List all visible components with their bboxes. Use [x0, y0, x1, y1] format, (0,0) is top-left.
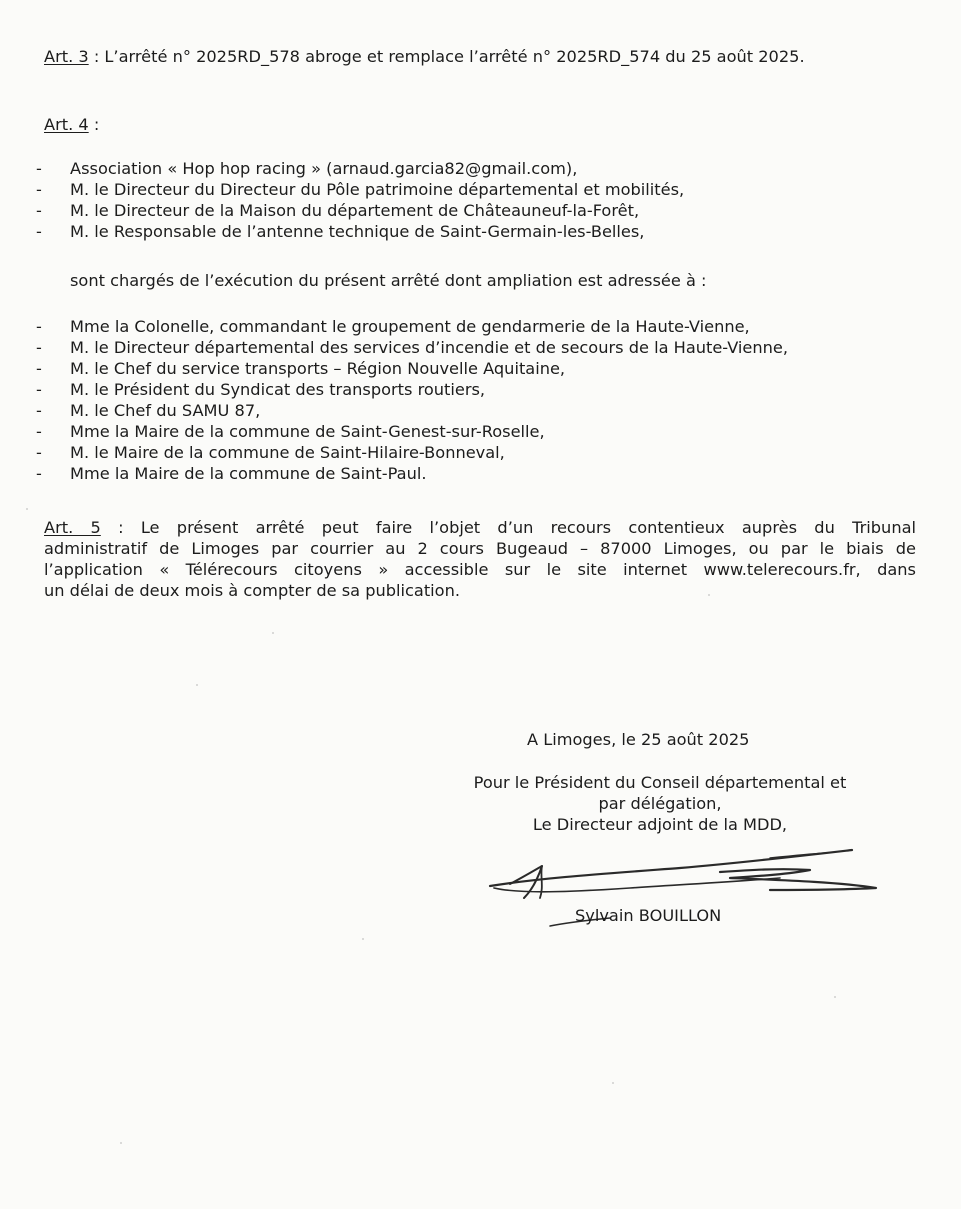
list-dash: - — [36, 338, 42, 357]
executor-item-text: M. le Directeur du Directeur du Pôle patrimoine départemental et mobilités, — [70, 180, 685, 199]
article-3-text: : L’arrêté n° 2025RD_578 abroge et remplace l’arrêté n° 2025RD_574 du 25 août 2025. — [88, 47, 805, 66]
list-dash: - — [36, 159, 42, 178]
ampliation-intro: sont chargés de l’exécution du présent arrêté dont ampliation est adressée à : — [70, 271, 707, 290]
recipient-item-text: Mme la Colonelle, commandant le groupement de gendarmerie de la Haute-Vienne, — [70, 317, 750, 336]
recipient-item-text: Mme la Maire de la commune de Saint-Paul. — [70, 464, 427, 483]
recipient-item-text: M. le Maire de la commune de Saint-Hilaire-Bonneval, — [70, 443, 505, 462]
list-dash: - — [36, 222, 42, 241]
list-dash: - — [36, 422, 42, 441]
scan-speck — [708, 594, 710, 596]
article-3-label: Art. 3 — [44, 47, 89, 66]
article-5-label: Art. 5 — [44, 518, 101, 537]
article-3 — [44, 46, 805, 67]
article-5-line-2: administratif de Limoges par courrier au 2 cours Bugeaud – 87000 Limoges, ou par le biais de — [44, 539, 916, 558]
article-5-line-4: un délai de deux mois à compter de sa publication. — [44, 581, 460, 600]
scan-speck — [834, 996, 836, 998]
place-date: A Limoges, le 25 août 2025 — [527, 730, 750, 749]
scan-speck — [120, 1142, 122, 1144]
list-dash: - — [36, 359, 42, 378]
recipient-item-text: M. le Directeur départemental des services d’incendie et de secours de la Haute-Vienne, — [70, 338, 788, 357]
scan-speck — [196, 684, 198, 686]
list-dash: - — [36, 180, 42, 199]
executor-item-text: M. le Directeur de la Maison du département de Châteauneuf-la-Forêt, — [70, 201, 640, 220]
recipient-item-text: M. le Chef du service transports – Région Nouvelle Aquitaine, — [70, 359, 566, 378]
signatory-block — [420, 772, 900, 835]
executor-item-text: Association « Hop hop racing » (arnaud.garcia82@gmail.com), — [70, 159, 578, 178]
scan-speck — [612, 1082, 614, 1084]
signatory-line-3: Le Directeur adjoint de la MDD, — [532, 815, 788, 834]
article-4-heading — [44, 114, 99, 135]
list-dash: - — [36, 317, 42, 336]
article-5-line-1-text: : Le présent arrêté peut faire l’objet d’un recours contentieux auprès du Tribunal — [100, 518, 916, 537]
scan-speck — [26, 508, 28, 510]
executor-item-text: M. le Responsable de l’antenne technique de Saint-Germain-les-Belles, — [70, 222, 645, 241]
article-4-label: Art. 4 — [44, 115, 89, 134]
article-5 — [44, 517, 916, 601]
list-dash: - — [36, 443, 42, 462]
recipient-item-text: Mme la Maire de la commune de Saint-Genest-sur-Roselle, — [70, 422, 545, 441]
list-dash: - — [36, 380, 42, 399]
article-4-suffix: : — [88, 115, 100, 134]
signatory-line-2: par délégation, — [598, 794, 722, 813]
signatory-name: Sylvain BOUILLON — [575, 906, 722, 925]
scan-speck — [272, 632, 274, 634]
list-dash: - — [36, 464, 42, 483]
article-5-line-1 — [44, 517, 916, 538]
list-dash: - — [36, 201, 42, 220]
scan-speck — [362, 938, 364, 940]
recipient-item-text: M. le Chef du SAMU 87, — [70, 401, 261, 420]
recipient-item-text: M. le Président du Syndicat des transports routiers, — [70, 380, 486, 399]
article-5-line-3: l’application « Télérecours citoyens » accessible sur le site internet www.telerecours.fr, dans — [44, 560, 916, 579]
list-dash: - — [36, 401, 42, 420]
signatory-line-1: Pour le Président du Conseil départemental et — [473, 773, 847, 792]
